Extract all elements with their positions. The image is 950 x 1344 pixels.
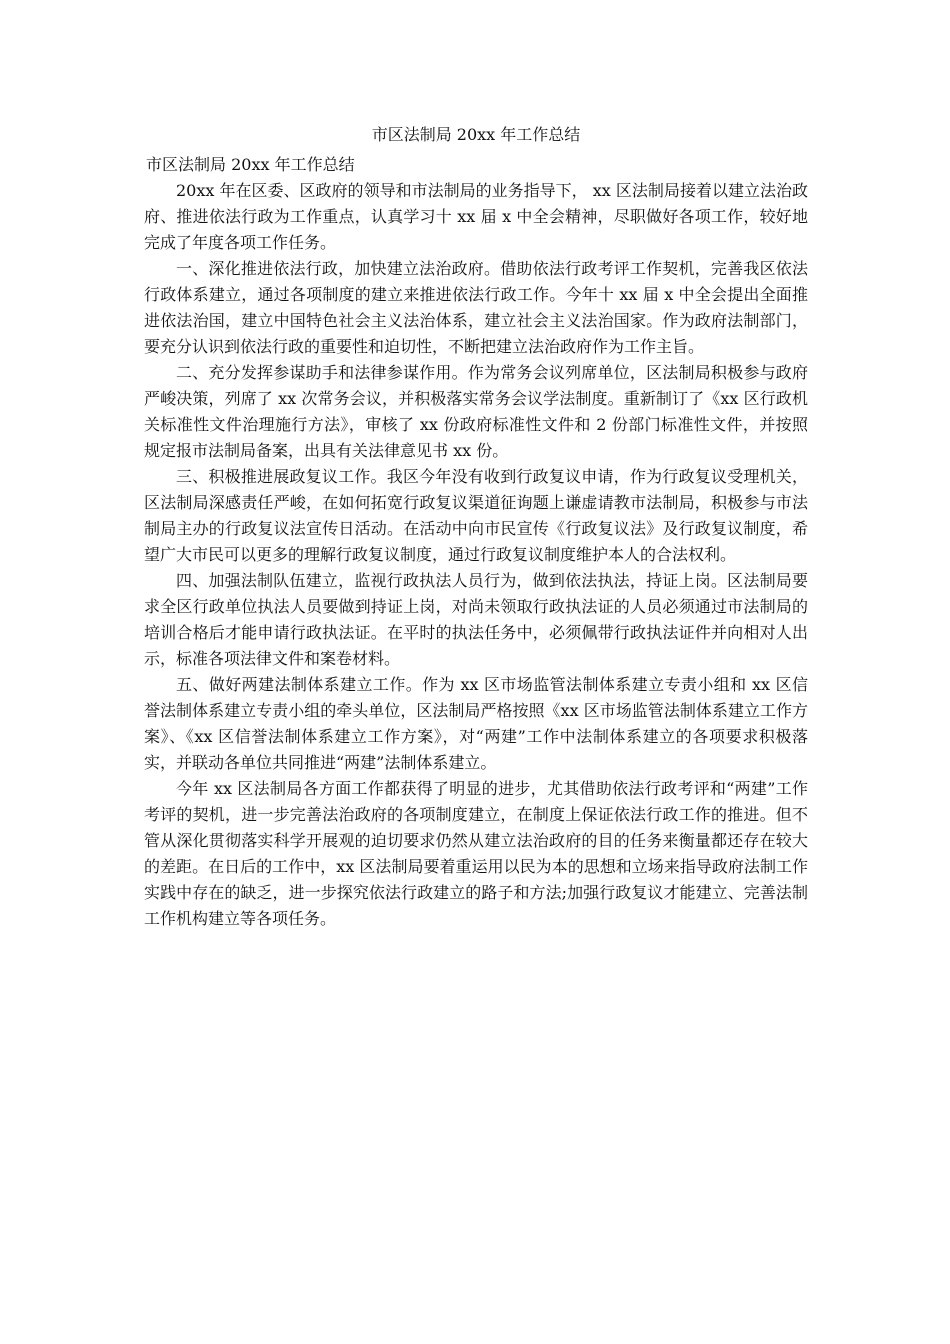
document-page — [144, 122, 808, 932]
document-subtitle: 市区法制局 20xx 年工作总结 — [146, 155, 355, 174]
document-title: 市区法制局 20xx 年工作总结 — [371, 125, 581, 144]
paragraph-section-4: 四、加强法制队伍建立，监视行政执法人员行为，做到依法执法，持证上岗。区法制局要求全区行政单位执法人员要做到持证上岗，对尚未领取行政执法证的人员必须通过市法制局的培训合格后才能申请行政执法证。在平时的执法任务中，必须佩带行政执法证件并向相对人出示，标准各项法律文件和案卷材料。 — [144, 571, 808, 668]
paragraph-section-1: 一、深化推进依法行政，加快建立法治政府。借助依法行政考评工作契机，完善我区依法行政体系建立，通过各项制度的建立来推进依法行政工作。今年十 xx 届 x 中全会提出全面推进依法治国，建立中国特色社会主义法治体系，建立社会主义法治国家。作为政府法制部门，要充分认识到依法行政的重要性和迫切性，不断把建立法治政府作为工作主旨。 — [144, 259, 808, 356]
paragraph-section-3: 三、积极推进展政复议工作。我区今年没有收到行政复议申请，作为行政复议受理机关，区法制局深感责任严峻，在如何拓宽行政复议渠道征询题上谦虚请教市法制局，积极参与市法制局主办的行政复议法宣传日活动。在活动中向市民宣传《行政复议法》及行政复议制度，希望广大市民可以更多的理解行政复议制度，通过行政复议制度维护本人的合法权利。 — [144, 467, 808, 564]
paragraph-intro: 20xx 年在区委、区政府的领导和市法制局的业务指导下， xx 区法制局接着以建立法治政府、推进依法行政为工作重点，认真学习十 xx 届 x 中全会精神，尽职做好各项工作，较好地完成了年度各项工作任务。 — [144, 181, 808, 252]
paragraph-section-2: 二、充分发挥参谋助手和法律参谋作用。作为常务会议列席单位，区法制局积极参与政府严峻决策，列席了 xx 次常务会议，并积极落实常务会议学法制度。重新制订了《xx 区行政机关标准性文件治理施行方法》，审核了 xx 份政府标准性文件和 2 份部门标准性文件，并按照规定报市法制局备案，出具有关法律意见书 xx 份。 — [144, 363, 808, 460]
paragraph-conclusion: 今年 xx 区法制局各方面工作都获得了明显的进步，尤其借助依法行政考评和“两建”工作考评的契机，进一步完善法治政府的各项制度建立，在制度上保证依法行政工作的推进。但不管从深化贯彻落实科学开展观的迫切要求仍然从建立法治政府的目的任务来衡量都还存在较大的差距。在日后的工作中，xx 区法制局要着重运用以民为本的思想和立场来指导政府法制工作实践中存在的缺乏，进一步探究依法行政建立的路子和方法;加强行政复议才能建立、完善法制工作机构建立等各项任务。 — [144, 779, 808, 928]
paragraph-section-5: 五、做好两建法制体系建立工作。作为 xx 区市场监管法制体系建立专责小组和 xx 区信誉法制体系建立专责小组的牵头单位，区法制局严格按照《xx 区市场监管法制体系建立工作方案》、《xx 区信誉法制体系建立工作方案》，对“两建”工作中法制体系建立的各项要求积极落实，并联动各单位共同推进“两建”法制体系建立。 — [144, 675, 808, 772]
